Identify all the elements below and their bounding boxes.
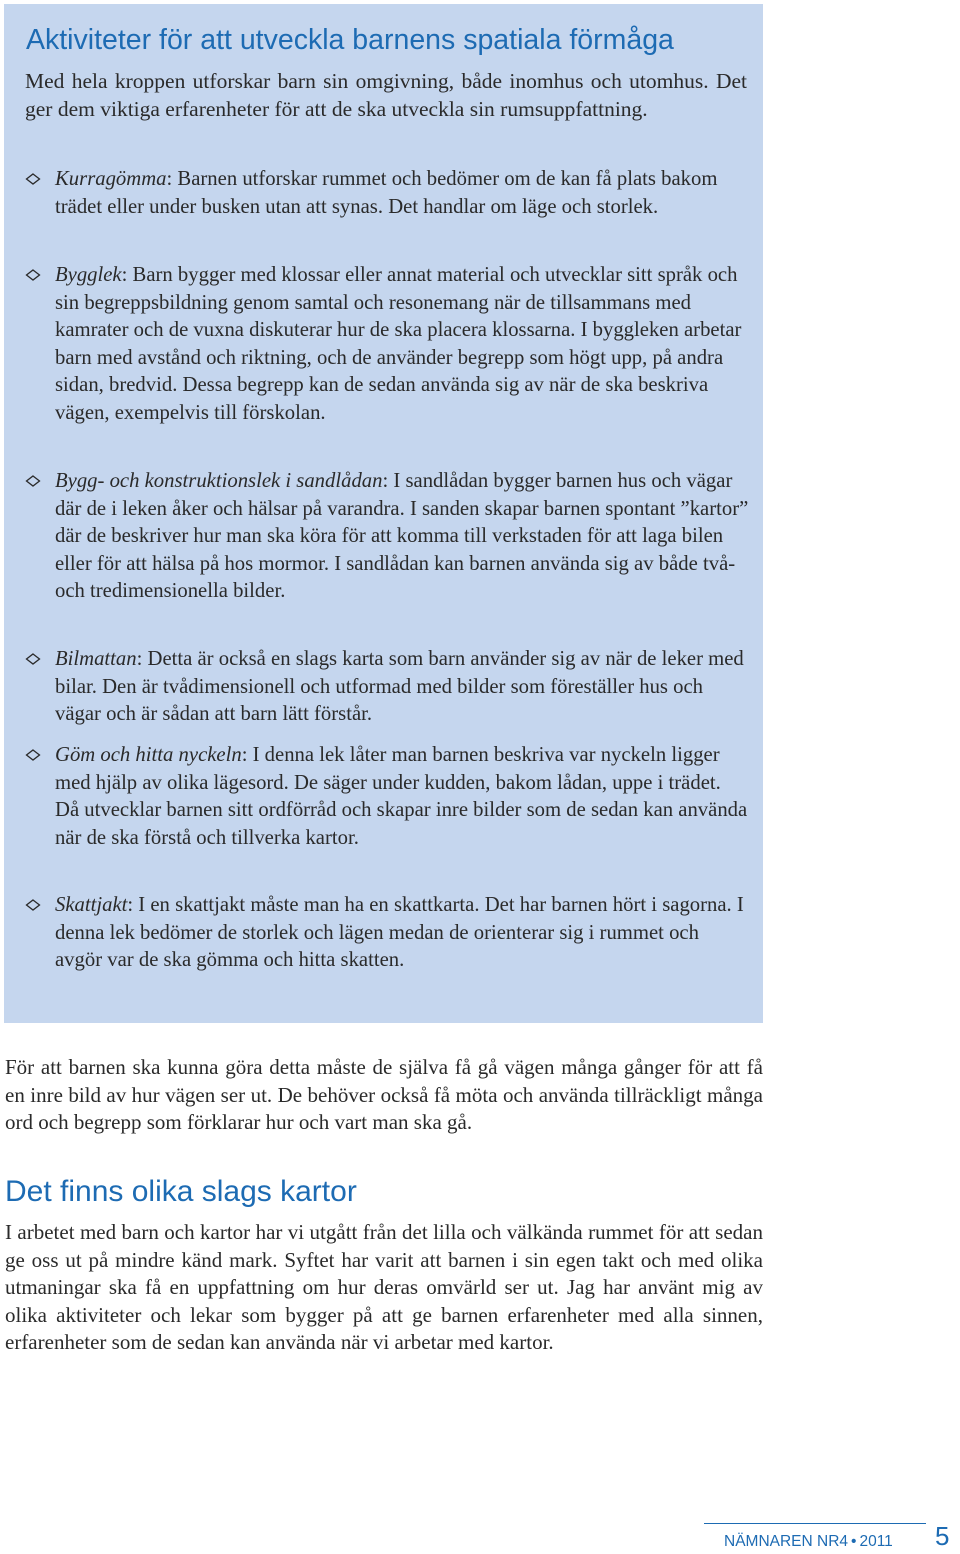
body-paragraph-2: I arbetet med barn och kartor har vi utgått från det lilla och välkända rummet för att sedan ge oss ut på mindre känd mark. Syftet har varit att barnen i sin egen takt och med olika utmaningar ska få en uppfattning om hur deras omvärld ser ut. Jag har använt mig av olika aktiviteter och lekar som bygger på att ge barnen erfarenheter med alla sinnen, erfarenheter som de sedan kan använda när vi arbetar med kartor. bbox=[5, 1220, 763, 1354]
activity-description: : Barnen utforskar rummet och bedömer om de kan få plats bakom trädet eller under busken utan att synas. Det handlar om läge och storlek. bbox=[55, 168, 718, 218]
activity-item bbox=[25, 742, 750, 852]
activity-description: : I sandlådan bygger barnen hus och vägar där de i leken åker och hälsar på varandra. I sanden skapar barnen spontant ”kartor” där de beskriver hur man ska köra för att komma till verkstaden för att laga bilen eller för att hälsa på hos mormor. I sandlådan kan barnen använda sig av både två- och tredimensionella bilder. bbox=[55, 470, 749, 602]
activity-item bbox=[25, 892, 750, 975]
activity-item bbox=[25, 166, 750, 221]
box-intro: Med hela kroppen utforskar barn sin omgivning, både inomhus och utomhus. Det ger dem viktiga erfarenheter för att de ska utveckla sin rumsuppfattning. bbox=[25, 69, 747, 121]
diamond-bullet-icon bbox=[25, 749, 41, 761]
activity-text bbox=[55, 742, 750, 852]
footer-journal bbox=[724, 1532, 893, 1552]
activity-item bbox=[25, 468, 750, 606]
section-heading: Det finns olika slags kartor bbox=[5, 1175, 357, 1208]
activity-text bbox=[55, 166, 750, 221]
activity-text bbox=[55, 262, 750, 427]
footer-rule bbox=[704, 1523, 926, 1524]
diamond-bullet-icon bbox=[25, 475, 41, 487]
activity-term: Göm och hitta nyckeln bbox=[55, 744, 242, 766]
diamond-bullet-icon bbox=[25, 269, 41, 281]
diamond-bullet-icon bbox=[25, 173, 41, 185]
journal-year: 2011 bbox=[859, 1533, 893, 1550]
diamond-bullet-icon bbox=[25, 899, 41, 911]
activity-term: Skattjakt bbox=[55, 894, 128, 916]
activity-term: Bilmattan bbox=[55, 648, 137, 670]
activity-text bbox=[55, 892, 750, 975]
box-title: Aktiviteter för att utveckla barnens spatiala förmåga bbox=[26, 24, 674, 56]
activity-term: Kurragömma bbox=[55, 168, 167, 190]
page-number: 5 bbox=[935, 1521, 950, 1551]
activity-description: : Detta är också en slags karta som barn använder sig av när de leker med bilar. Den är tvådimensionell och utformad med bilder som föreställer hus och vägar och är sådan att barn lätt förstår. bbox=[55, 648, 744, 725]
activity-description: : I en skattjakt måste man ha en skattkarta. Det har barnen hört i sagorna. I denna lek bedömer de storlek och lägen medan de orienterar sig i rummet och avgör var de ska gömma och hitta skatten. bbox=[55, 894, 744, 971]
activity-term: Bygg- och konstruktionslek i sandlådan bbox=[55, 470, 383, 492]
body-paragraph-1: För att barnen ska kunna göra detta måste de själva få gå vägen många gånger för att få en inre bild av hur vägen ser ut. De behöver också få möta och använda tillräckligt många ord och begrepp som förklarar hur och vart man ska gå. bbox=[5, 1055, 763, 1134]
diamond-bullet-icon bbox=[25, 653, 41, 665]
journal-name: NÄMNAREN NR4 bbox=[724, 1533, 849, 1550]
activities-box bbox=[4, 4, 763, 1023]
activity-description: : I denna lek låter man barnen beskriva var nyckeln ligger med hjälp av olika lägesord. De säger under kudden, bakom lådan, uppe i trädet. Då utvecklar barnen sitt ordförråd och skapar inre bilder som de sedan kan använda när de ska förstå och tillverka kartor. bbox=[55, 744, 748, 849]
separator-dot: • bbox=[851, 1533, 857, 1550]
activity-description: : Barn bygger med klossar eller annat material och utvecklar sitt språk och sin begreppsbildning genom samtal och resonemang när de tillsammans med kamrater och de vuxna diskuterar hur de ska placera klossarna. I byggleken arbetar barn med avstånd och riktning, och de använder begrepp som högt upp, på andra sidan, bredvid. Dessa begrepp kan de sedan använda sig av när de ska beskriva vägen, exempelvis till förskolan. bbox=[55, 264, 742, 424]
activity-term: Bygglek bbox=[55, 264, 122, 286]
activity-text bbox=[55, 646, 750, 729]
activity-text bbox=[55, 468, 750, 606]
activity-item bbox=[25, 262, 750, 427]
activity-item bbox=[25, 646, 750, 729]
